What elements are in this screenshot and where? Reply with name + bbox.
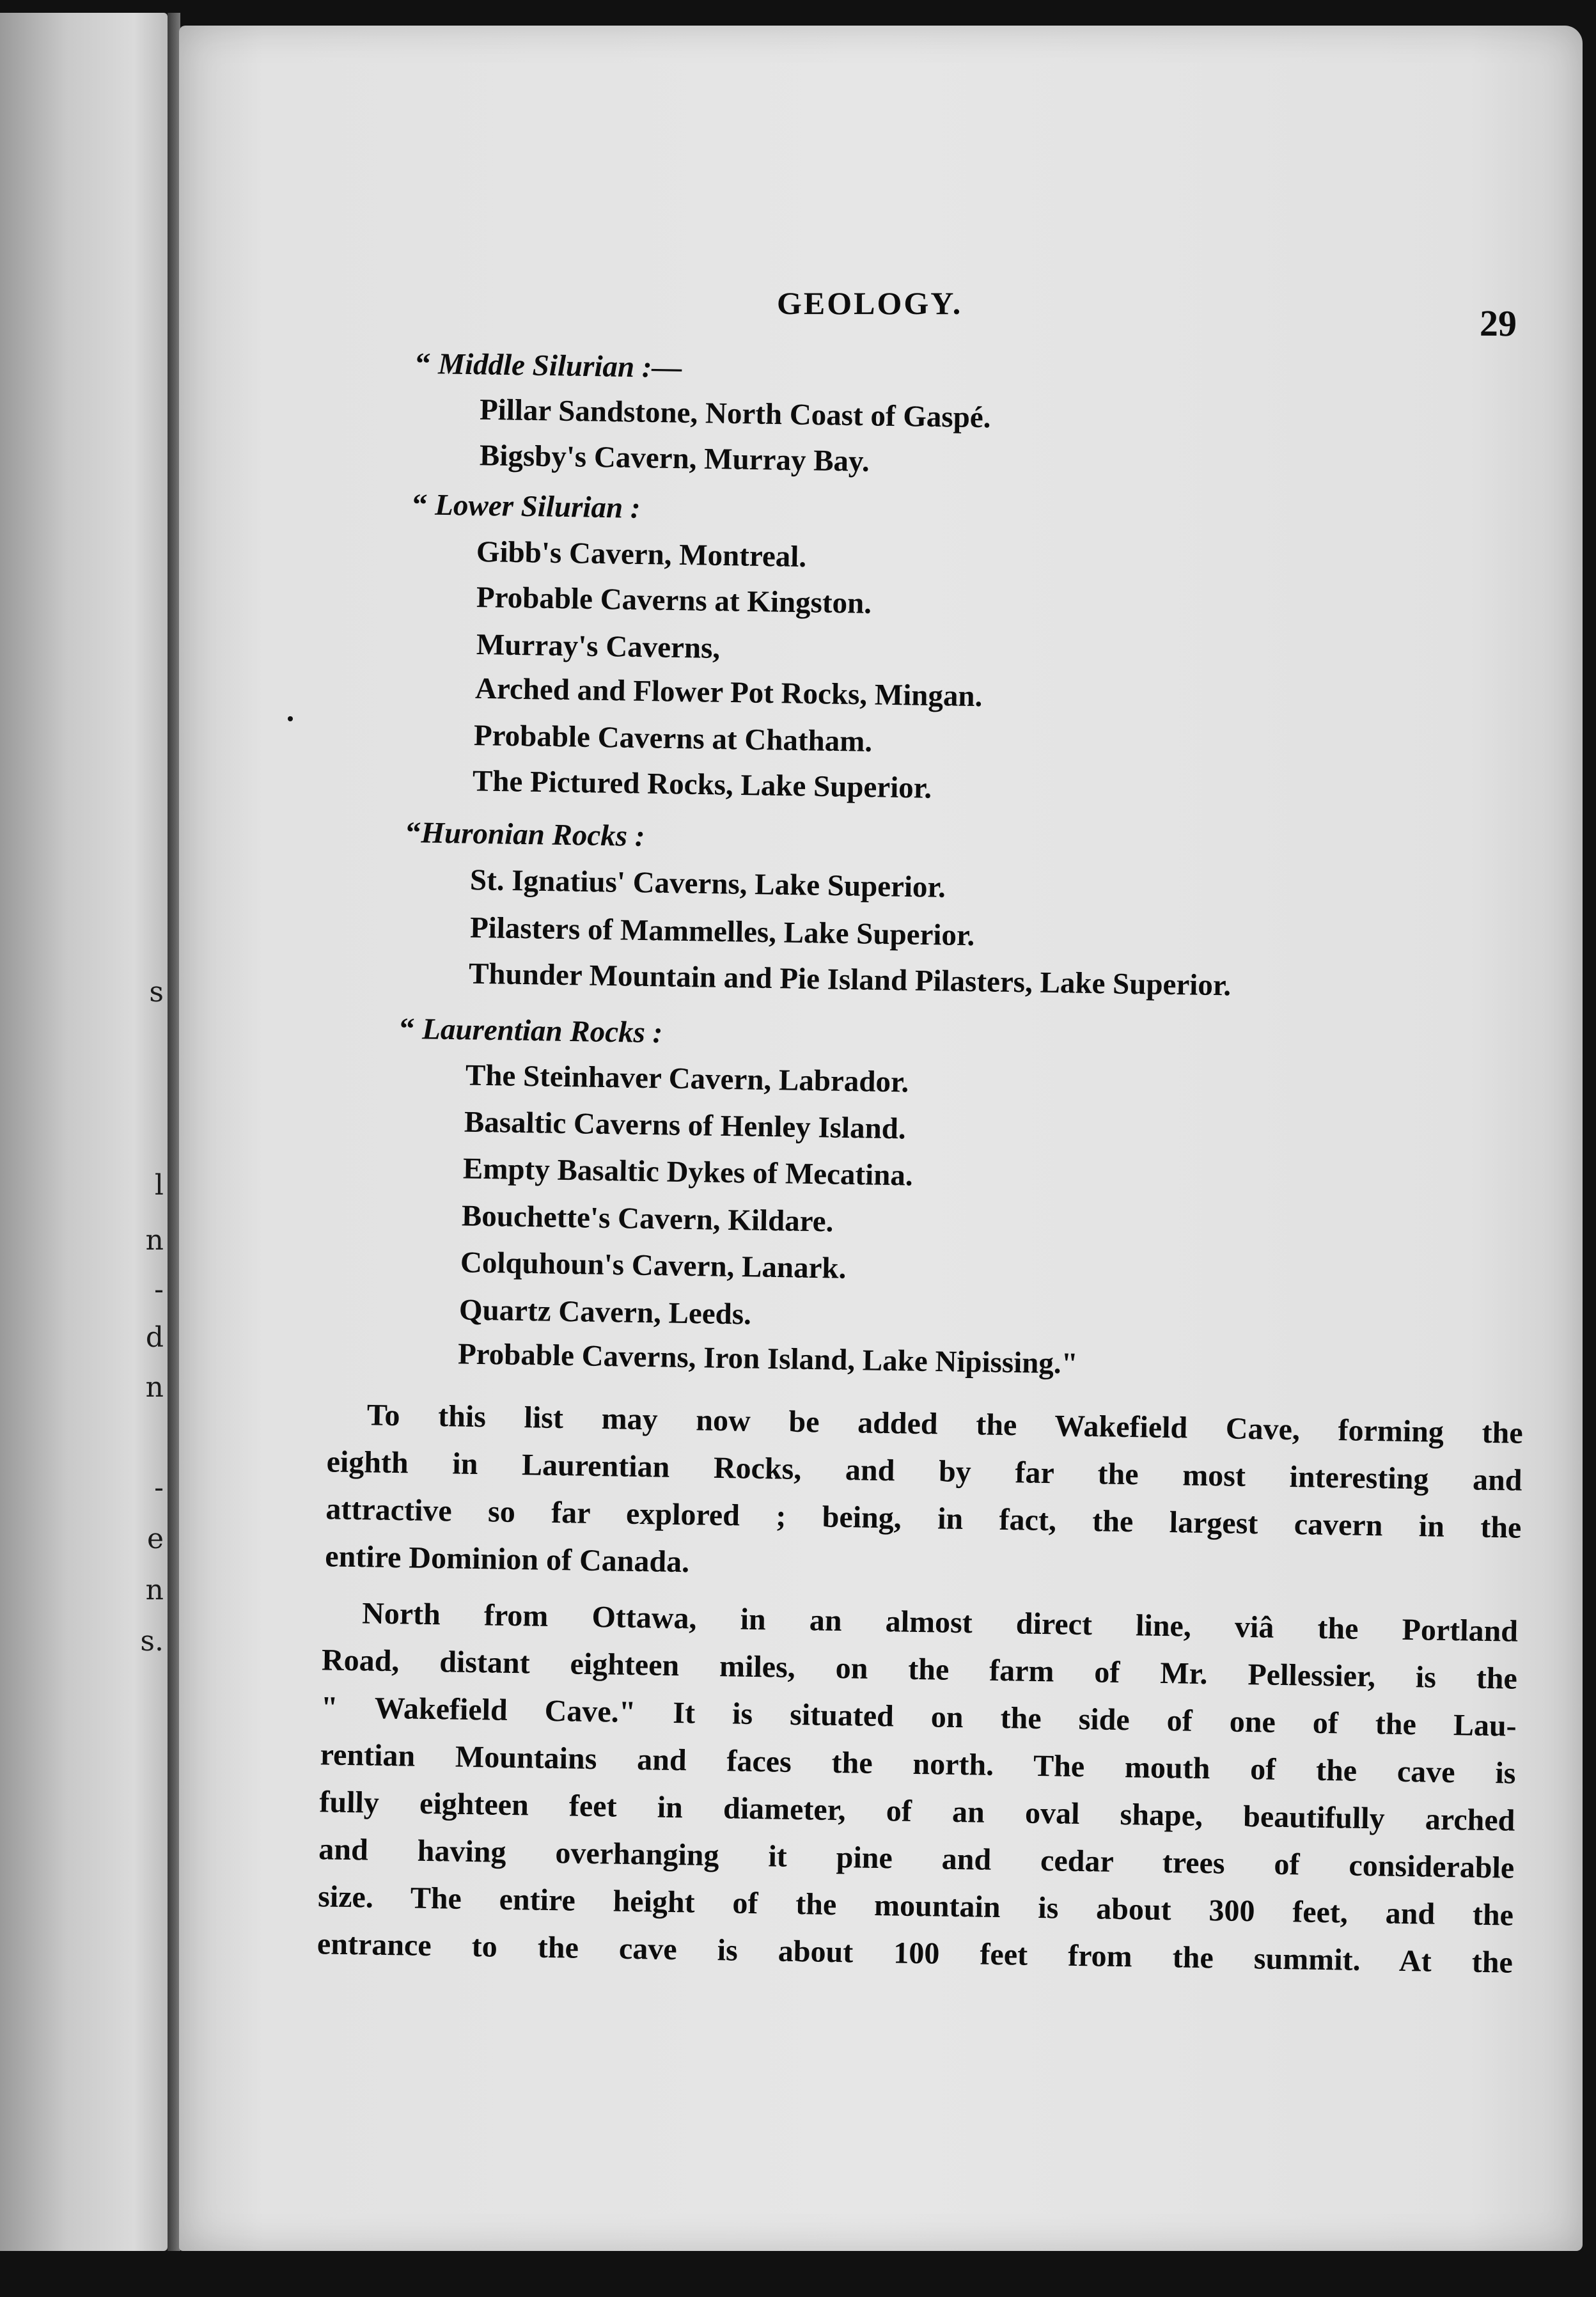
list-item: Probable Caverns, Iron Island, Lake Nipissing." [457,1337,1079,1381]
left-page-fragment: s. [140,1625,164,1658]
list-item: St. Ignatius' Caverns, Lake Superior. [469,863,946,904]
section-heading: “ Lower Silurian : [412,488,641,525]
section-heading: “ Middle Silurian :— [415,347,682,385]
list-item: Probable Caverns at Chatham. [473,719,873,758]
paragraph [317,1589,1518,1986]
paragraph-line: size. The entire height of the mountain is about 300 feet, and the [317,1879,1514,1932]
left-page-fragment: d [145,1321,164,1354]
paragraph-line: entrance to the cave is about 100 feet from the summit. At the [317,1927,1514,1980]
list-item: Bigsby's Cavern, Murray Bay. [479,439,870,478]
list-item: Arched and Flower Pot Rocks, Mingan. [474,671,983,714]
left-page-fragment: - [154,1273,164,1306]
left-page-fragment: n [145,1574,164,1606]
page-text [179,26,1583,2251]
paragraph-line: To this list may now be added the Wakefield Cave, forming the [366,1398,1524,1450]
section-heading: “ Laurentian Rocks : [399,1012,663,1050]
page-number: 29 [1479,302,1517,345]
list-item: Colquhoun's Cavern, Lanark. [460,1246,847,1285]
left-page-fragment: - [154,1471,164,1504]
paragraph-line: and having overhanging it pine and cedar trees of considerable [318,1832,1515,1885]
paragraph-line: eighth in Laurentian Rocks, and by far the most interesting and [326,1445,1522,1498]
list-item: Quartz Cavern, Leeds. [458,1293,752,1331]
left-page-fragment: n [145,1224,164,1257]
left-page-fragment: e [146,1523,164,1555]
left-page-fragment: n [145,1371,164,1404]
running-head: GEOLOGY. [777,285,963,321]
list-item: The Pictured Rocks, Lake Superior. [472,764,932,805]
paragraph [325,1391,1523,1599]
list-item: Empty Basaltic Dykes of Mecatina. [462,1152,913,1193]
list-item: Probable Caverns at Kingston. [476,581,872,620]
paragraph-line: Road, distant eighteen miles, on the farm of Mr. Pellessier, is the [321,1643,1518,1696]
paragraph-line: rentian Mountains and faces the north. The mouth of the cave is [320,1737,1516,1791]
book-gutter [168,13,180,2251]
list-item: Pillar Sandstone, North Coast of Gaspé. [479,393,991,435]
left-page-fragment: l [154,1169,164,1202]
paragraph-line: entire Dominion of Canada. [324,1539,690,1580]
left-page-edge [0,13,168,2251]
list-item: Gibb's Cavern, Montreal. [476,535,807,574]
paragraph-line: North from Ottawa, in an almost direct line, viâ the Portland [361,1596,1519,1649]
book-page [179,26,1583,2251]
paragraph-line: fully eighteen feet in diameter, of an oval shape, beautifully arched [319,1785,1515,1838]
ink-speck [288,716,293,721]
section-heading: “Huronian Rocks : [405,816,645,853]
list-item: Basaltic Caverns of Henley Island. [464,1105,907,1146]
list-item: Pilasters of Mammelles, Lake Superior. [469,911,975,953]
paragraph-line: " Wakefield Cave." It is situated on the side of one of the Lau- [320,1690,1517,1743]
list-item: Murray's Caverns, [476,628,721,665]
list-item: Thunder Mountain and Pie Island Pilasters, Lake Superior. [468,957,1232,1003]
list-item: The Steinhaver Cavern, Labrador. [465,1058,909,1099]
left-page-fragment: s [149,976,164,1008]
paragraph-line: attractive so far explored ; being, in fact, the largest cavern in the [325,1492,1522,1545]
list-item: Bouchette's Cavern, Kildare. [461,1199,834,1239]
